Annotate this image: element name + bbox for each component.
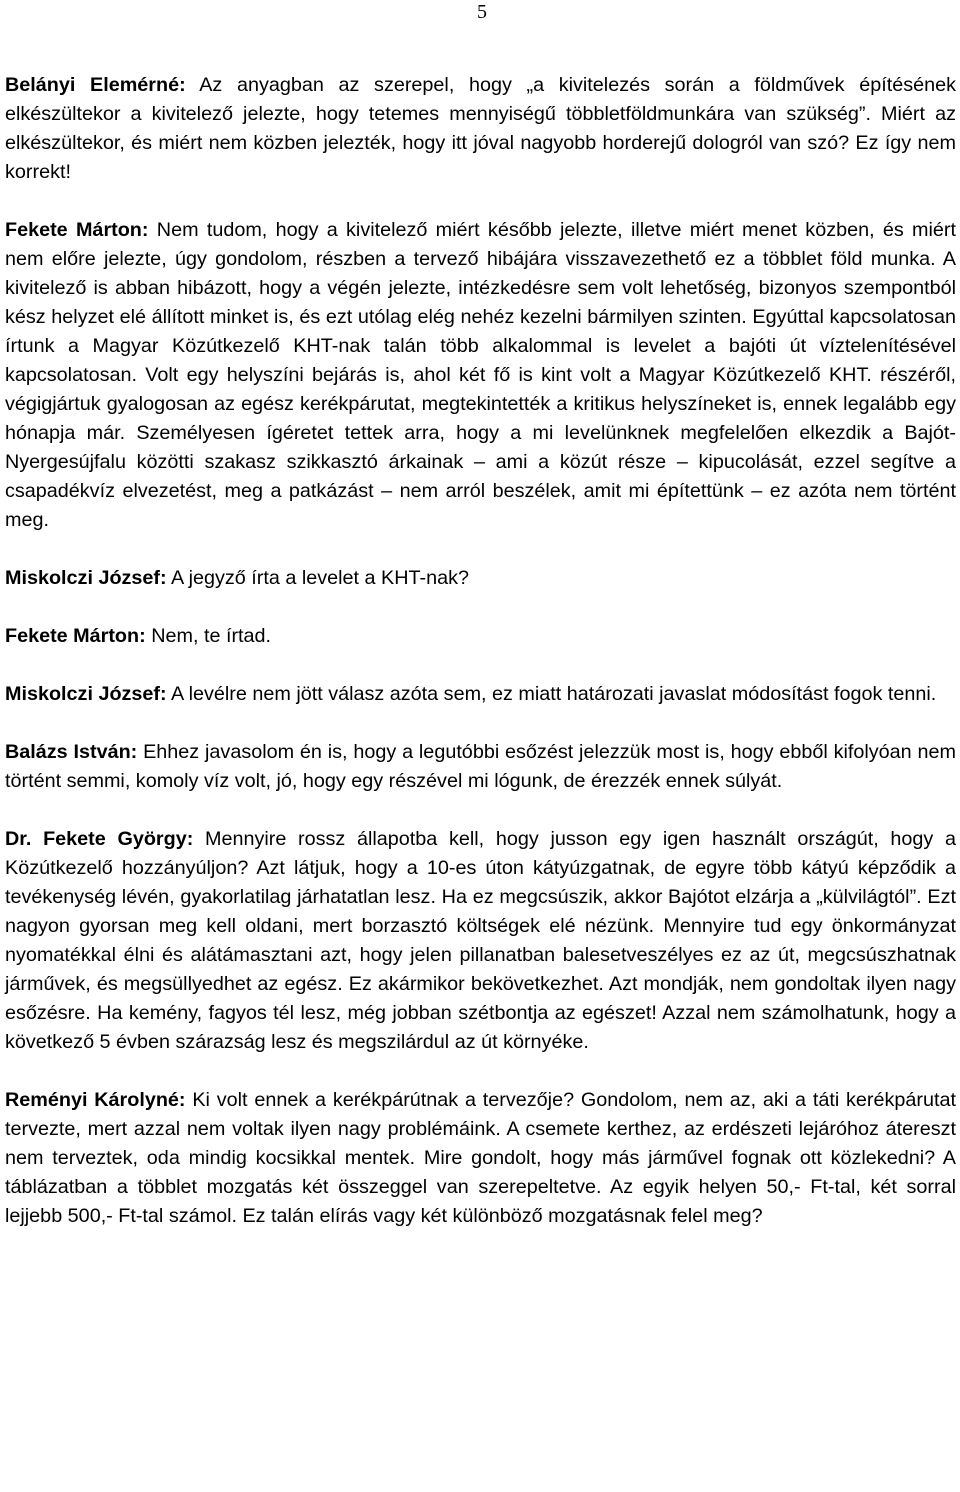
speaker-name: Belányi Elemérné: (5, 74, 186, 96)
speaker-name: Balázs István: (5, 741, 138, 763)
speech-text: Ehhez javasolom én is, hogy a legutóbbi esőzést jelezzük most is, hogy ebből kifolyóan nem történt semmi, komoly víz volt, jó, hogy egy részével mi lógunk, de érezzék ennek súlyát. (5, 741, 956, 792)
speech-text: Mennyire rossz állapotba kell, hogy jusson egy igen használt országút, hogy a Közútkezelő hozzányúljon? Azt látjuk, hogy a 10-es úton kátyúzgatnak, de egyre több kátyú képződik a tevékenység lévén, gyakorlatilag járhatatlan lesz. Ha ez megcsúszik, akkor Bajótot elzárja a „külvilágtól”. Ezt nagyon gyorsan meg kell oldani, mert borzasztó költségek elé nézünk. Mennyire tud egy önkormányzat nyomatékkal élni és alátámasztani azt, hogy jelen pillanatban balesetveszélyes ez az út, megcsúszhatnak járművek, és megsüllyedhet az egész. Ez akármikor bekövetkezhet. Azt mondják, nem gondoltak ilyen nagy esőzésre. Ha kemény, fagyos tél lesz, még jobban szétbontja az egészet! Azzal nem számolhatunk, hogy a következő 5 évben szárazság lesz és megszilárdul az út környéke. (5, 828, 956, 1053)
transcript-body (5, 71, 956, 1260)
speech-text: Nem tudom, hogy a kivitelező miért később jelezte, illetve miért menet közben, és miért nem előre jelezte, úgy gondolom, részben a tervező hibájára visszavezethető ez a többlet föld munka. A kivitelező is abban hibázott, hogy a végén jelezte, intézkedésre sem volt lehetőség, bizonyos szempontból kész helyzet elé állított minket is, és ezt utólag elég nehéz kezelni bármilyen szinten. Egyúttal kapcsolatosan írtunk a Magyar Közútkezelő KHT-nak talán több alkalommal is levelet a bajóti út víztelenítésével kapcsolatosan. Volt egy helyszíni bejárás is, ahol két fő is kint volt a Magyar Közútkezelő KHT. részéről, végigjártuk gyalogosan az egész kerékpárutat, megtekintették a kritikus helyszíneket is, ennek legalább egy hónapja már. Személyesen ígéretet tettek arra, hogy a mi levelünknek megfelelően elkezdik a Bajót-Nyergesújfalu közötti szakasz szikkasztó árkainak – ami a közút része – kipucolását, ezzel segítve a csapadékvíz elvezetést, meg a patkázást – nem arról beszélek, amit mi építettünk – ez azóta nem történt meg. (5, 219, 957, 531)
speech-text: A jegyző írta a levelet a KHT-nak? (171, 567, 469, 589)
transcript-paragraph (5, 825, 956, 1057)
transcript-paragraph (5, 622, 956, 651)
speaker-name: Miskolczi József: (5, 567, 167, 589)
speech-text: Nem, te írtad. (151, 625, 272, 647)
speech-text: Az anyagban az szerepel, hogy „a kivitelezés során a földművek építésének elkészültekor a kivitelező jelezte, hogy tetemes mennyiségű többletföldmunkára van szükség”. Miért az elkészültekor, és miért nem közben jelezték, hogy itt jóval nagyobb horderejű dologról van szó? Ez így nem korrekt! (5, 74, 956, 183)
speaker-name: Miskolczi József: (5, 683, 167, 705)
transcript-paragraph (5, 216, 956, 535)
speaker-name: Dr. Fekete György: (5, 828, 194, 850)
speaker-name: Reményi Károlyné: (5, 1089, 186, 1111)
speech-text: A levélre nem jött válasz azóta sem, ez miatt határozati javaslat módosítást fogok tenni. (171, 683, 937, 705)
transcript-paragraph (5, 564, 956, 593)
transcript-paragraph (5, 738, 956, 796)
transcript-paragraph (5, 1086, 956, 1231)
speaker-name: Fekete Márton: (5, 219, 149, 241)
speaker-name: Fekete Márton: (5, 625, 146, 647)
transcript-paragraph (5, 71, 956, 187)
page-number: 5 (477, 1, 487, 23)
transcript-paragraph (5, 680, 956, 709)
speech-text: Ki volt ennek a kerékpárútnak a tervezője? Gondolom, nem az, aki a táti kerékpárutat tervezte, mert azzal nem voltak ilyen nagy problémáink. A csemete kerthez, az erdészeti lejáróhoz átereszt nem terveztek, oda mindig kocsikkal mentek. Mire gondolt, hogy más járművel fognak ott közlekedni? A táblázatban a többlet mozgatás két összeggel van szerepeltetve. Az egyik helyen 50,- Ft-tal, két sorral lejjebb 500,- Ft-tal számol. Ez talán elírás vagy két különböző mozgatásnak felel meg? (5, 1089, 956, 1227)
